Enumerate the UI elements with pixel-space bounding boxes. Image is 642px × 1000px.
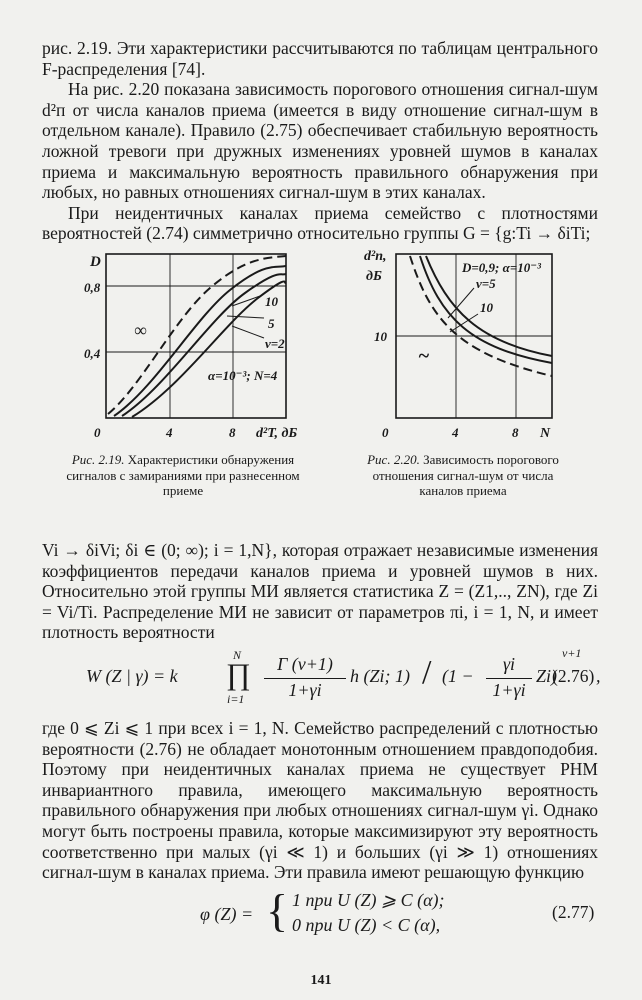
curve-label-10: 10: [480, 300, 493, 315]
y-tick-10: 10: [374, 329, 387, 344]
eq276-frac1-den: 1+γi: [288, 680, 322, 700]
figure-2-20-caption: [352, 452, 574, 499]
x-tick-8: 8: [229, 425, 236, 440]
figure-2-19-plot: [80, 248, 320, 448]
paragraph-group-statistic: Vi → δiVi; δi ∈ (0; ∞); i = 1,N}, которая отражает независимые изменения коэффициентов передачи каналов приема и уровней шумов в них. Относительно этой группы МИ является статистика Z = (Z1,.., ZN), где Zi = Vi/Ti. Распределение МИ не зависит от параметров πi, i = 1, N, и имеет плотность вероятности: [42, 540, 598, 643]
x-tick-0: 0: [382, 425, 389, 440]
figure-2-20-plot: [360, 248, 570, 448]
curve-label-10: 10: [265, 294, 278, 309]
curve-10: [114, 266, 286, 416]
figure-2-20: [360, 248, 570, 448]
eq277-case-1: 1 при U (Z) ⩾ C (α);: [292, 890, 445, 910]
eq276-frac1-bar: [264, 678, 346, 679]
eq276-comma: ,: [596, 666, 601, 686]
eq276-exponent: ν+1: [562, 646, 582, 660]
curve-label-tilde: ~: [418, 345, 430, 367]
figure-2-19: [80, 248, 320, 448]
lower-text-block: [42, 718, 598, 883]
curve-label-nu-5: ν=5: [476, 276, 496, 291]
eq276-slash: /: [422, 654, 432, 691]
x-tick-8: 8: [512, 425, 519, 440]
eq277-case-2: 0 при U (Z) < C (α),: [292, 915, 441, 935]
y-tick-0-8: 0,8: [84, 280, 101, 295]
fig19-parameters-note: α=10⁻³; N=4: [208, 368, 278, 383]
eq276-frac1-num: Γ (ν+1): [277, 654, 333, 674]
mid-text-block: [42, 540, 598, 643]
eq276-prod-top: N: [233, 648, 242, 662]
curve-label-nu-2: ν=2: [265, 336, 285, 351]
paragraph-continued: рис. 2.19. Эти характеристики рассчитываются по таблицам центрального F-распределения [74].: [42, 38, 598, 79]
paragraph-no-mlr: где 0 ⩽ Zi ⩽ 1 при всех i = 1, N. Семейство распределений с плотностью вероятности (2.76) не обладает монотонным отношением правдоподобия. Поэтому при неидентичных каналах приема не существует РНМ инвариантного правила, имеющего максимальную вероятность правильного обнаружения при любых отношениях сигнал-шум γi. Однако могут быть построены правила, которые максимизируют эту вероятность соответственно при малых (γi ≪ 1) и больших (γi ≫ 1) отношениях сигнал-шум в каналах приема. Эти правила имеют решающую функцию: [42, 718, 598, 883]
equation-2-76-number: (2.76): [552, 666, 595, 686]
x-axis-title: N: [540, 426, 551, 441]
figure-2-19-caption: [58, 452, 308, 499]
eq276-middle: h (Zi; 1): [350, 666, 410, 686]
x-axis-title: d²T, дБ: [256, 426, 298, 441]
curve-nu-2: [132, 281, 286, 417]
page-number: 141: [310, 973, 332, 988]
eq276-prod-symbol: ∏: [226, 658, 251, 691]
top-text-block: [42, 38, 598, 244]
eq276-lhs: W (Z | γ) = k: [86, 666, 178, 686]
curve-label-inf: ∞: [134, 320, 147, 340]
caption-label: Рис. 2.19.: [71, 452, 125, 467]
caption-label: Рис. 2.20.: [367, 452, 420, 467]
eq276-frac2-num: γi: [502, 654, 516, 674]
y-tick-0-4: 0,4: [84, 346, 101, 361]
eq276-prod-bottom: i=1: [227, 692, 245, 706]
fig20-parameters-note: D=0,9; α=10⁻³: [462, 260, 541, 275]
eq276-frac2-bar: [486, 678, 532, 679]
y-axis-title-2: дБ: [366, 269, 382, 284]
paragraph-fig220-description: На рис. 2.20 показана зависимость порогового отношения сигнал-шум d²п от числа каналов приема (имеется в виду отношение сигнал-шум в отдельном канале). Правило (2.75) обеспечивает стабильную вероятность ложной тревоги при дружных изменениях уровней шумов в каналах приема и максимальную вероятность правильного обнаружения при любых, но равных отношениях сигнал-шум в этих каналах.: [42, 79, 598, 203]
x-tick-4: 4: [452, 425, 459, 440]
x-tick-4: 4: [166, 425, 173, 440]
caption-text: Зависимость порогового отношения сигнал-шум от числа каналов приема: [372, 452, 559, 498]
y-axis-title: D: [90, 254, 101, 270]
eq276-frac2-den: 1+γi: [492, 680, 526, 700]
eq277-lhs: φ (Z) =: [200, 904, 254, 924]
equation-2-77-number: (2.77): [552, 902, 595, 922]
eq276-tail: Zi): [536, 666, 558, 686]
paragraph-nonidentical-channels: При неидентичных каналах приема семейство с плотностями вероятностей (2.74) симметрично относительно группы G = {g:Ti → δiTi;: [42, 202, 598, 244]
eq276-left-paren: (1 −: [442, 666, 474, 686]
curve-label-5: 5: [268, 316, 275, 331]
y-axis-title-1: d²п,: [364, 249, 387, 264]
x-tick-0: 0: [94, 425, 101, 440]
eq277-brace: {: [266, 885, 289, 936]
caption-text: Характеристики обнаружения сигналов с замираниями при разнесенном приеме: [66, 452, 300, 498]
